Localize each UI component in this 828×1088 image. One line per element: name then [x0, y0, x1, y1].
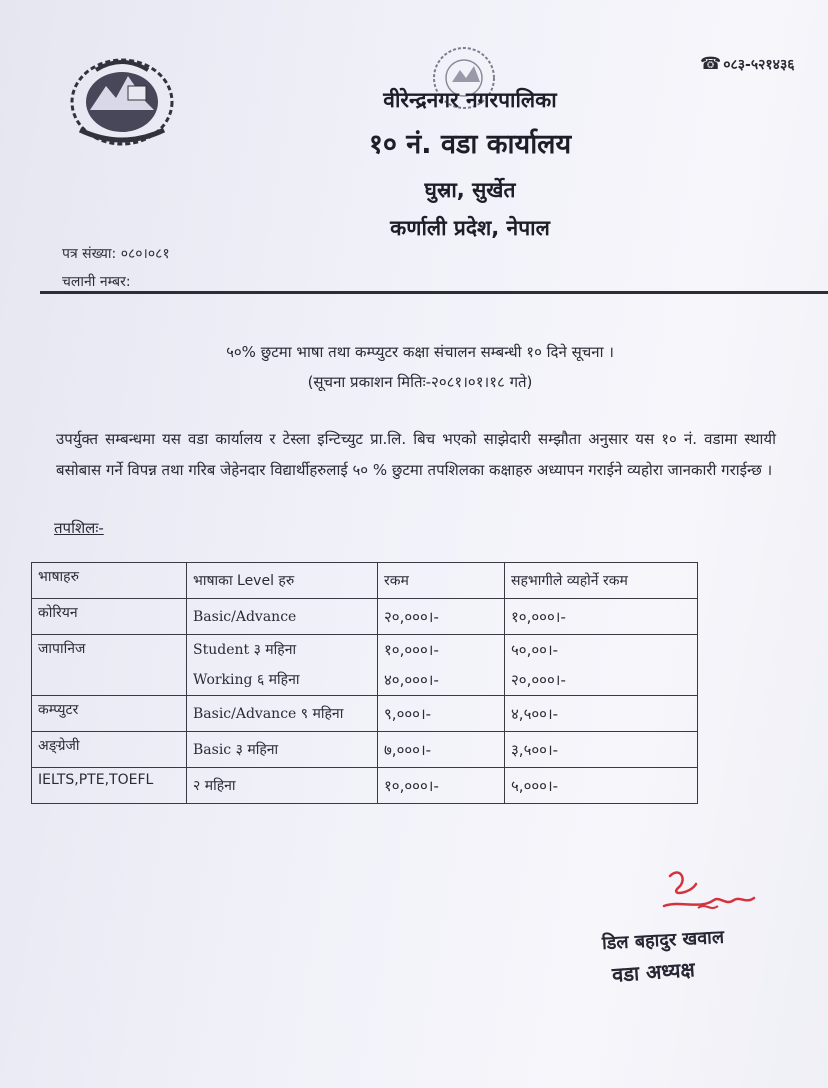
- participant-amount-cell: [505, 635, 698, 696]
- level-cell: Basic ३ महिना: [187, 732, 378, 768]
- language-cell: कोरियन: [32, 599, 187, 635]
- fee-table: [31, 562, 698, 804]
- table-row: [32, 768, 698, 804]
- table-row: [32, 732, 698, 768]
- header-divider: [40, 291, 828, 294]
- province-name: कर्णाली प्रदेश, नेपाल: [390, 216, 550, 240]
- amount-cell: ७,०००।-: [378, 732, 505, 768]
- signatory-designation: वडा अध्यक्ष: [611, 957, 696, 987]
- table-row: [32, 696, 698, 732]
- level-cell: २ महिना: [187, 768, 378, 804]
- table-header-row: [32, 563, 698, 599]
- table-row: [32, 599, 698, 635]
- phone-number: ☎ ०८३-५२१४३६: [700, 54, 795, 74]
- table-header: भाषाहरु: [32, 563, 187, 599]
- handwritten-signature: [650, 866, 760, 924]
- language-cell: IELTS,PTE,TOEFL: [32, 768, 187, 804]
- participant-line: २०,०००।-: [511, 671, 566, 689]
- language-cell: कम्प्युटर: [32, 696, 187, 732]
- dispatch-number: चलानी नम्बर:: [62, 274, 131, 290]
- table-row: [32, 635, 698, 696]
- notice-publish-date: (सूचना प्रकाशन मितिः-२०८१।०१।१८ गते): [307, 373, 533, 391]
- details-label: तपशिलः-: [54, 519, 104, 537]
- amount-cell: १०,०००।-: [378, 768, 505, 804]
- amount-cell: २०,०००।-: [378, 599, 505, 635]
- level-line: Working ६ महिना: [193, 672, 300, 688]
- participant-amount-cell: १०,०००।-: [505, 599, 698, 635]
- notice-body: उपर्युक्त सम्बन्धमा यस वडा कार्यालय र टेस्ला इन्टिच्युट प्रा.लि. बिच भएको साझेदारी सम्झौता अनुसार यस १० नं. वडामा स्थायी बसोबास गर्ने विपन्न तथा गरिब जेहेनदार विद्यार्थीहरुलाई ५० % छुटमा तपशिलका कक्षाहरु अध्यापन गराईने व्यहोरा जानकारी गराईन्छ ।: [56, 430, 776, 479]
- participant-amount-cell: ४,५००।-: [505, 696, 698, 732]
- level-line: Student ३ महिना: [193, 642, 297, 658]
- municipality-name: वीरेन्द्रनगर नगरपालिका: [383, 88, 557, 112]
- notice-subject: ५०% छुटमा भाषा तथा कम्प्युटर कक्षा संचालन सम्बन्धी १० दिने सूचना ।: [226, 343, 614, 361]
- office-location: घुस्रा, सुर्खेत: [424, 178, 516, 202]
- participant-amount-cell: ३,५००।-: [505, 732, 698, 768]
- amount-line: १०,०००।-: [384, 641, 439, 659]
- table-header: सहभागीले व्यहोर्ने रकम: [505, 563, 698, 599]
- table-header: रकम: [378, 563, 505, 599]
- level-cell: [187, 635, 378, 696]
- language-cell: अङ्ग्रेजी: [32, 732, 187, 768]
- government-emblem: [66, 52, 178, 152]
- office-name: १० नं. वडा कार्यालय: [368, 129, 572, 160]
- language-cell: जापानिज: [32, 635, 187, 696]
- participant-line: ५०,००।-: [511, 641, 559, 659]
- letter-number: पत्र संख्या: ०८०।०८१: [62, 246, 170, 262]
- amount-line: ४०,०००।-: [384, 671, 439, 689]
- amount-cell: [378, 635, 505, 696]
- amount-cell: ९,०००।-: [378, 696, 505, 732]
- table-header: भाषाका Level हरु: [187, 563, 378, 599]
- participant-amount-cell: ५,०००।-: [505, 768, 698, 804]
- level-cell: Basic/Advance ९ महिना: [187, 696, 378, 732]
- telephone-icon: ☎: [700, 54, 722, 74]
- signatory-name: डिल बहादुर खवाल: [601, 926, 725, 955]
- level-cell: Basic/Advance: [187, 599, 378, 635]
